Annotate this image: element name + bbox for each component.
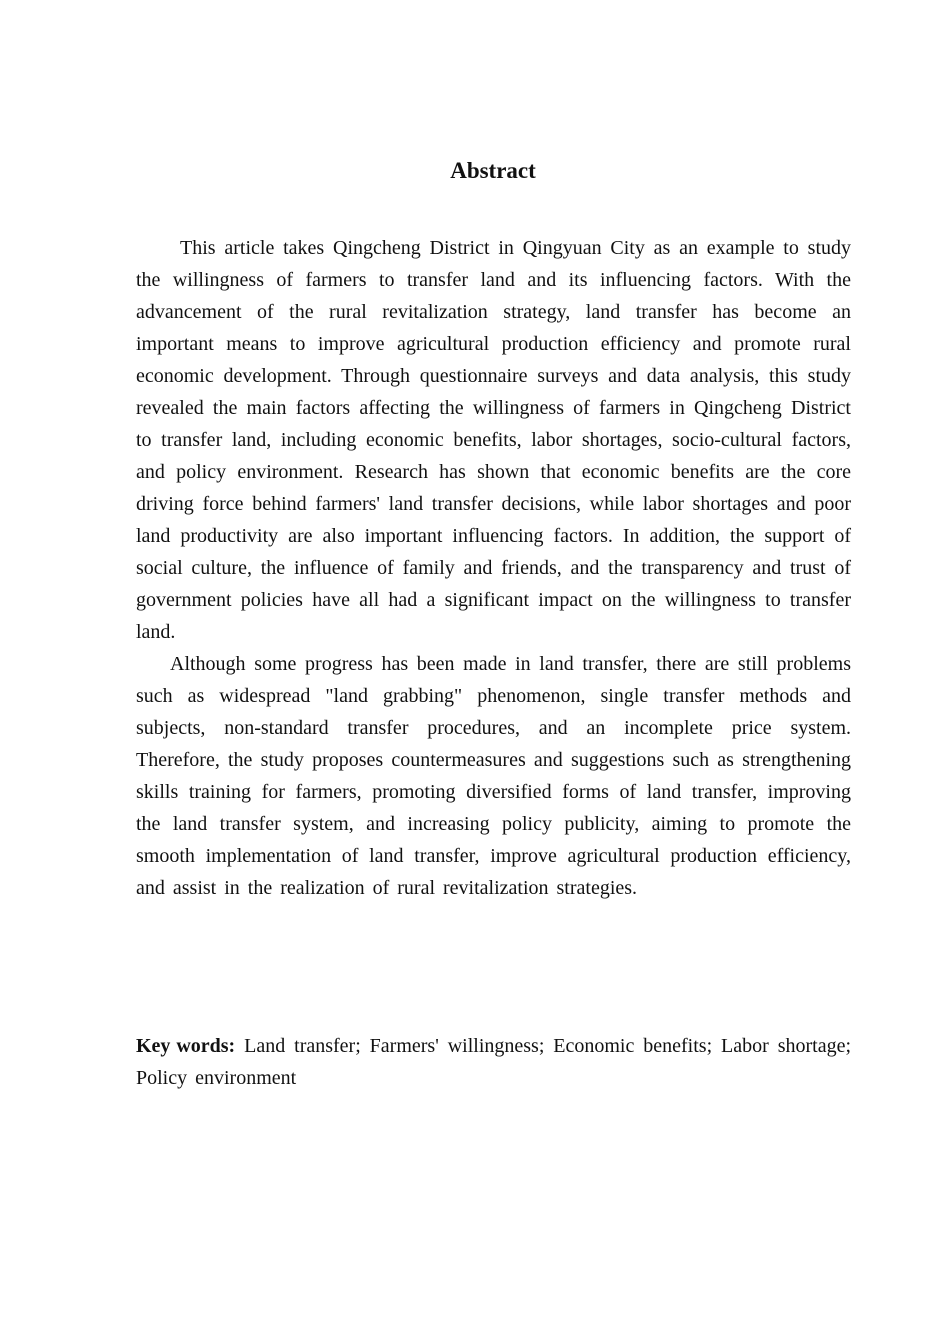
abstract-paragraph-2: Although some progress has been made in land transfer, there are still problems such as widespread "land grabbing" phenomenon, single transfer methods and subjects, non-standard transfer procedures, and an incomplete price system. Therefore, the study proposes countermeasures and suggestions such as strengthening skills training for farmers, promoting diversified forms of land transfer, improving the land transfer system, and increasing policy publicity, aiming to promote the smooth implementation of land transfer, improve agricultural production efficiency, and assist in the realization of rural revitalization strategies. (136, 653, 851, 899)
abstract-paragraph-1: This article takes Qingcheng District in Qingyuan City as an example to study the willingness of farmers to transfer land and its influencing factors. With the advancement of the rural revitalization strategy, land transfer has become an important means to improve agricultural production efficiency and promote rural economic development. Through questionnaire surveys and data analysis, this study revealed the main factors affecting the willingness of farmers in Qingcheng District to transfer land, including economic benefits, labor shortages, socio-cultural factors, and policy environment. Research has shown that economic benefits are the core driving force behind farmers' land transfer decisions, while labor shortages and poor land productivity are also important influencing factors. In addition, the support of social culture, the influence of family and friends, and the transparency and trust of government policies have all had a significant impact on the willingness to transfer land. (136, 237, 851, 643)
keywords-label: Key words: (136, 1035, 236, 1057)
abstract-title: Abstract (450, 158, 536, 183)
keywords-line (136, 1030, 851, 1094)
abstract-body (136, 232, 851, 904)
keywords-text: Land transfer; Farmers' willingness; Economic benefits; Labor shortage; Policy environment (136, 1035, 851, 1089)
